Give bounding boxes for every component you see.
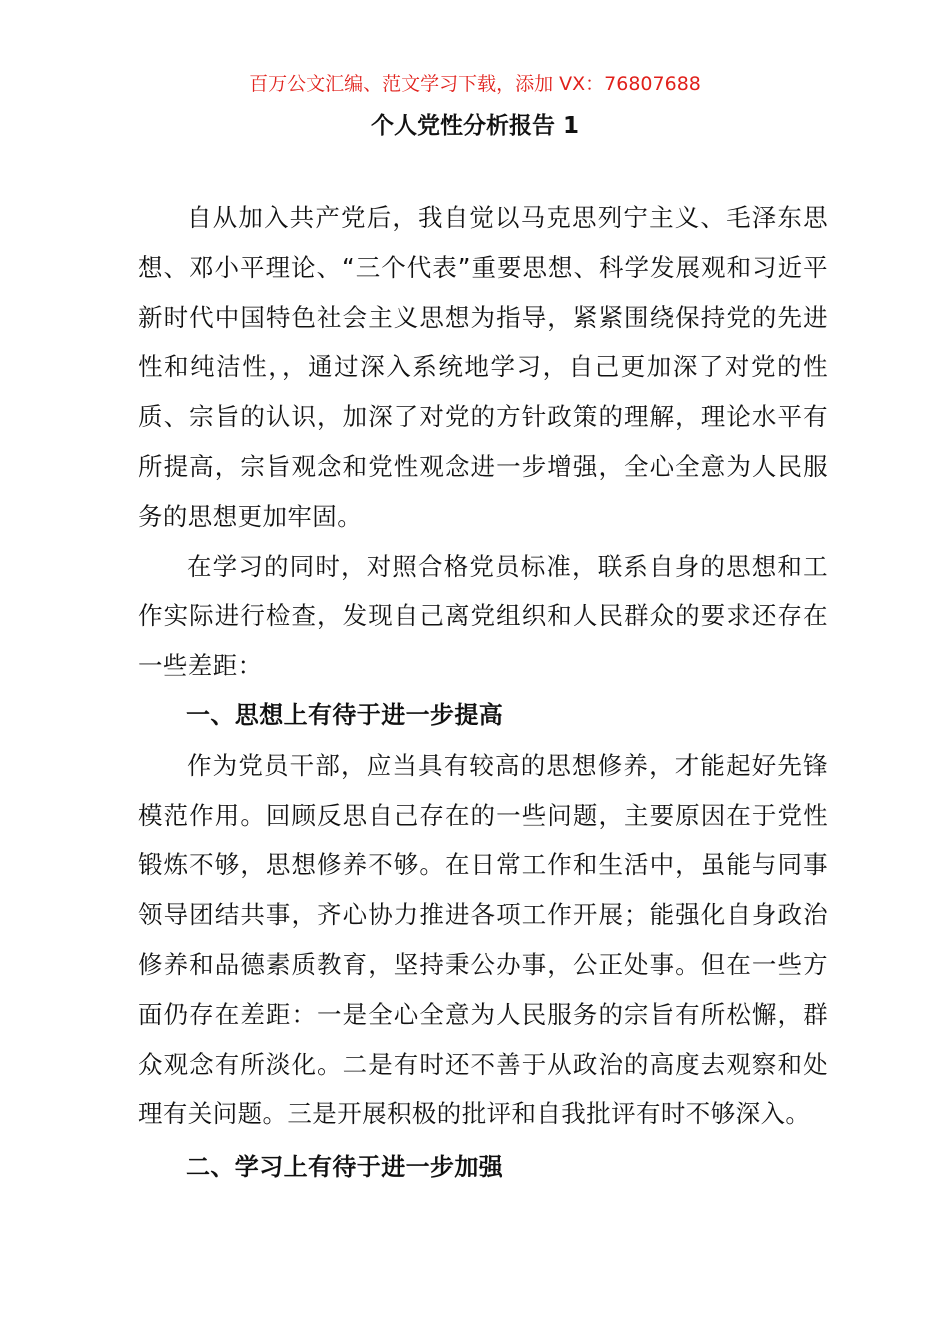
section-heading-1: 一、思想上有待于进一步提高 — [186, 700, 504, 729]
paragraph-self-check: 在学习的同时，对照合格党员标准，联系自身的思想和工作实际进行检查，发现自己离党组织和人民群众的要求还存在一些差距： — [138, 551, 828, 681]
download-banner: 百万公文汇编、范文学习下载，添加 VX：76807688 — [249, 73, 701, 95]
section-heading-2: 二、学习上有待于进一步加强 — [186, 1153, 504, 1182]
document-body — [138, 193, 828, 1193]
paragraph-intro: 自从加入共产党后，我自觉以马克思列宁主义、毛泽东思想、邓小平理论、“三个代表”重要思想、科学发展观和习近平新时代中国特色社会主义思想为指导，紧紧围绕保持党的先进性和纯洁性，，通过深入系统地学习，自己更加深了对党的性质、宗旨的认识，加深了对党的方针政策的理解，理论水平有所提高，宗旨观念和党性观念进一步增强，全心全意为人民服务的思想更加牢固。 — [138, 203, 828, 531]
document-title: 个人党性分析报告 1 — [370, 113, 579, 139]
paragraph-thinking: 作为党员干部，应当具有较高的思想修养，才能起好先锋模范作用。回顾反思自己存在的一些问题，主要原因在于党性锻炼不够，思想修养不够。在日常工作和生活中，虽能与同事领导团结共事，齐心协力推进各项工作开展；能强化自身政治修养和品德素质教育，坚持秉公办事，公正处事。但在一些方面仍存在差距：一是全心全意为人民服务的宗旨有所松懈，群众观念有所淡化。二是有时还不善于从政治的高度去观察和处理有关问题。三是开展积极的批评和自我批评有时不够深入。 — [138, 750, 828, 1129]
